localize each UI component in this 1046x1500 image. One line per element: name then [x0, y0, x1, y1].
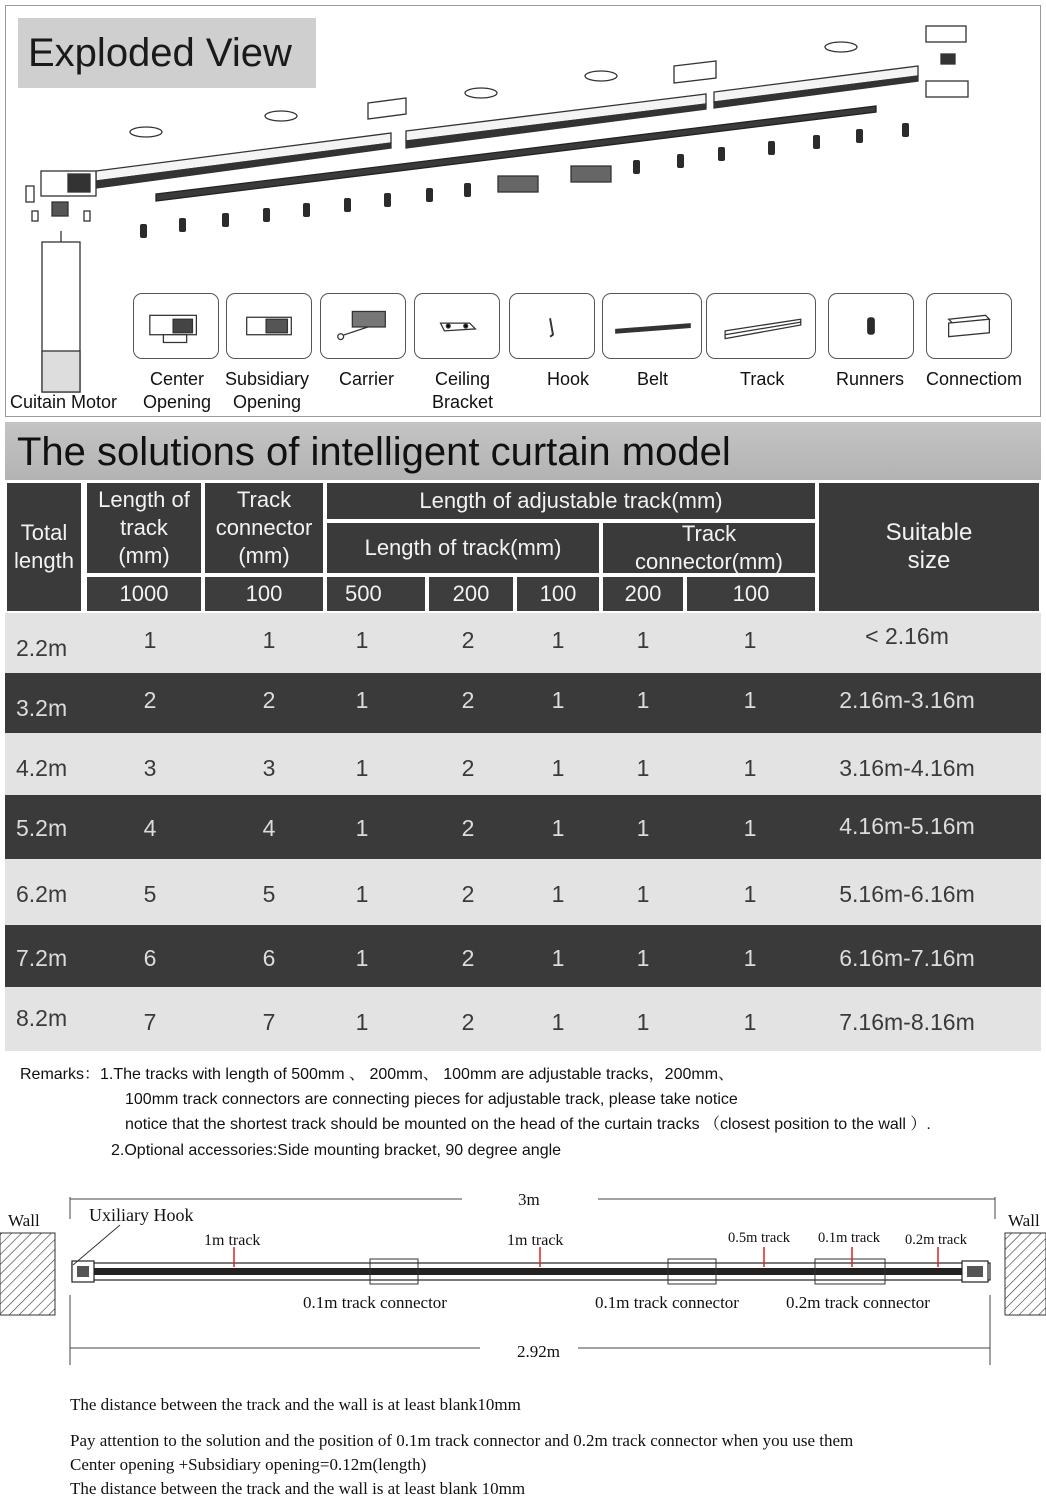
row-value: 1 [743, 687, 757, 713]
row-value: 4 [262, 815, 276, 841]
row-value: 5 [262, 881, 276, 907]
track-rail-3 [714, 66, 918, 108]
subheader-200b: 200 [601, 575, 685, 613]
part-ceiling-bracket [414, 293, 500, 359]
remark-line-2: 100mm track connectors are connecting pieces for adjustable track, please take notice [125, 1091, 738, 1108]
wall-right-block [1005, 1233, 1046, 1315]
header-total-length: Total length [5, 481, 83, 613]
track-label-02m: 0.2m track [905, 1232, 968, 1248]
row-value: 1 [743, 1009, 757, 1035]
note-4: The distance between the track and the wall is at least blank 10mm [70, 1479, 526, 1498]
row-size: 5.16m-6.16m [839, 881, 975, 907]
remark-line-3: notice that the shortest track should be mounted on the head of the curtain tracks （closest position to the wall ）. [125, 1116, 931, 1133]
subheader-100b: 100 [515, 575, 601, 613]
row-value: 3 [262, 755, 276, 781]
part-connection [926, 293, 1012, 359]
remark-line-4: 2.Optional accessories:Side mounting bracket, 90 degree angle [111, 1142, 562, 1159]
row-size: 3.16m-4.16m [839, 755, 975, 781]
row-value: 1 [551, 627, 565, 653]
part-label-center-opening [143, 368, 211, 414]
row-value: 4 [143, 815, 157, 841]
subheader-100: 100 [203, 575, 325, 613]
part-label-belt: Belt [637, 369, 669, 389]
row-total: 4.2m [16, 755, 68, 781]
row-value: 2 [461, 627, 475, 653]
part-hook [509, 293, 595, 359]
connector-label-2: 0.1m track connector [595, 1293, 739, 1312]
wall-left-block [0, 1233, 55, 1315]
row-value: 1 [262, 627, 276, 653]
track-icon [707, 294, 815, 358]
header-length-of-track: Length of track (mm) [85, 481, 203, 575]
part-subsidiary-opening [226, 293, 312, 359]
part-label-hook: Hook [547, 369, 590, 389]
table-row [5, 925, 1041, 987]
solutions-title-bar [5, 422, 1041, 480]
track-rail-1 [96, 133, 391, 188]
row-total: 8.2m [16, 1005, 68, 1031]
row-value: 7 [143, 1009, 157, 1035]
note-3: Center opening +Subsidiary opening=0.12m(length) [70, 1455, 427, 1474]
row-value: 5 [143, 881, 157, 907]
row-size: 2.16m-3.16m [839, 687, 975, 713]
row-total: 2.2m [16, 635, 68, 661]
row-value: 1 [355, 755, 369, 781]
row-value: 1 [636, 1009, 650, 1035]
part-label-subsidiary-opening: Subsidiary Opening [225, 369, 310, 412]
row-value: 2 [143, 687, 157, 713]
auxiliary-hook-label: Uxiliary Hook [89, 1205, 194, 1225]
row-value: 2 [461, 945, 475, 971]
total-span-label: 3m [518, 1190, 540, 1209]
row-total: 7.2m [16, 945, 68, 971]
solutions-table [5, 481, 1041, 1051]
table-row [5, 733, 1041, 795]
part-label-carrier: Carrier [339, 369, 395, 389]
center-label-line1: Center [150, 369, 205, 389]
row-value: 1 [355, 627, 369, 653]
row-value: 1 [551, 687, 565, 713]
row-value: 2 [461, 881, 475, 907]
track-rail-2 [406, 94, 706, 148]
row-value: 2 [461, 687, 475, 713]
row-total: 6.2m [16, 881, 68, 907]
subheader-1000: 1000 [85, 575, 203, 613]
row-value: 1 [636, 627, 650, 653]
header-track-connector: Track connector (mm) [203, 481, 325, 575]
table-row [5, 795, 1041, 859]
row-value: 1 [143, 627, 157, 653]
row-value: 1 [636, 945, 650, 971]
header-adjustable-track: Length of adjustable track(mm) [325, 481, 817, 521]
row-value: 1 [551, 815, 565, 841]
track-label-01m: 0.1m track [818, 1230, 881, 1246]
track-label-05m: 0.5m track [728, 1230, 791, 1246]
row-value: 1 [551, 755, 565, 781]
exploded-view-panel [5, 5, 1041, 417]
part-runners [828, 293, 914, 359]
part-label-connection: Connectiom [926, 369, 1023, 389]
row-value: 1 [743, 881, 757, 907]
ceiling-bracket-icon [415, 294, 499, 358]
part-label-track: Track [740, 369, 785, 389]
row-value: 1 [355, 945, 369, 971]
header-adj-track-connector: Track connector(mm) [601, 521, 817, 575]
row-total: 5.2m [16, 815, 68, 841]
subheader-500: 500 [325, 575, 427, 613]
row-value: 2 [461, 1009, 475, 1035]
table-row [5, 613, 1041, 673]
table-row [5, 987, 1041, 1051]
row-value: 1 [636, 755, 650, 781]
part-track [706, 293, 816, 359]
row-value: 1 [743, 755, 757, 781]
row-size: 6.16m-7.16m [839, 945, 975, 971]
row-value: 6 [262, 945, 276, 971]
connection-icon [927, 294, 1011, 358]
row-value: 1 [355, 1009, 369, 1035]
row-value: 6 [143, 945, 157, 971]
table-row [5, 673, 1041, 733]
part-label-ceiling-bracket: Ceiling Bracket [432, 369, 494, 412]
connector-label-3: 0.2m track connector [786, 1293, 930, 1312]
row-value: 1 [636, 687, 650, 713]
part-label-motor: Cuitain Motor [10, 392, 118, 412]
subheader-200: 200 [427, 575, 515, 613]
auxiliary-hook-line [73, 1225, 120, 1265]
part-belt [602, 293, 702, 359]
row-size: 4.16m-5.16m [839, 813, 975, 839]
row-value: 3 [143, 755, 157, 781]
runners-icon [829, 294, 913, 358]
exploded-view-title: Exploded View [18, 18, 316, 88]
row-value: 1 [743, 945, 757, 971]
connector-label-1: 0.1m track connector [303, 1293, 447, 1312]
installation-diagram [0, 1185, 1046, 1385]
center-label-line2: Opening [143, 392, 212, 412]
row-value: 1 [551, 945, 565, 971]
track-label-1m-b: 1m track [507, 1232, 564, 1249]
part-label-runners: Runners [836, 369, 905, 389]
row-value: 2 [461, 815, 475, 841]
row-value: 1 [743, 815, 757, 841]
header-suitable-size: Suitable size [817, 481, 1041, 613]
row-value: 1 [636, 881, 650, 907]
solutions-title: The solutions of intelligent curtain model [17, 430, 731, 474]
carrier-icon [321, 294, 405, 358]
note-2: Pay attention to the solution and the position of 0.1m track connector and 0.2m track connector when you use them [70, 1431, 854, 1450]
wall-right-label: Wall [1008, 1211, 1040, 1230]
header-adj-length-of-track: Length of track(mm) [325, 521, 601, 575]
row-value: 1 [551, 881, 565, 907]
row-value: 1 [355, 687, 369, 713]
row-value: 2 [262, 687, 276, 713]
belt-icon [603, 294, 701, 358]
row-size: 7.16m-8.16m [839, 1009, 975, 1035]
row-value: 1 [551, 1009, 565, 1035]
subsidiary-opening-icon [227, 294, 311, 358]
row-value: 1 [636, 815, 650, 841]
row-size: < 2.16m [865, 623, 949, 649]
row-value: 2 [461, 755, 475, 781]
track-span-label: 2.92m [517, 1342, 560, 1361]
hook-icon [510, 294, 594, 358]
row-value: 7 [262, 1009, 276, 1035]
part-carrier [320, 293, 406, 359]
row-value: 1 [355, 881, 369, 907]
note-1: The distance between the track and the wall is at least blank10mm [70, 1395, 521, 1414]
remark-line-1: Remarks：1.The tracks with length of 500mm 、 200mm、 100mm are adjustable tracks，200mm、 [20, 1066, 735, 1083]
subheader-100c: 100 [685, 575, 817, 613]
part-center-opening [133, 293, 219, 359]
track-label-1m-a: 1m track [204, 1232, 261, 1249]
row-total: 3.2m [16, 695, 68, 721]
track-belt [90, 1268, 968, 1275]
row-value: 1 [355, 815, 369, 841]
wall-left-label: Wall [8, 1211, 40, 1230]
center-opening-icon [134, 294, 218, 358]
table-row [5, 859, 1041, 925]
row-value: 1 [743, 627, 757, 653]
